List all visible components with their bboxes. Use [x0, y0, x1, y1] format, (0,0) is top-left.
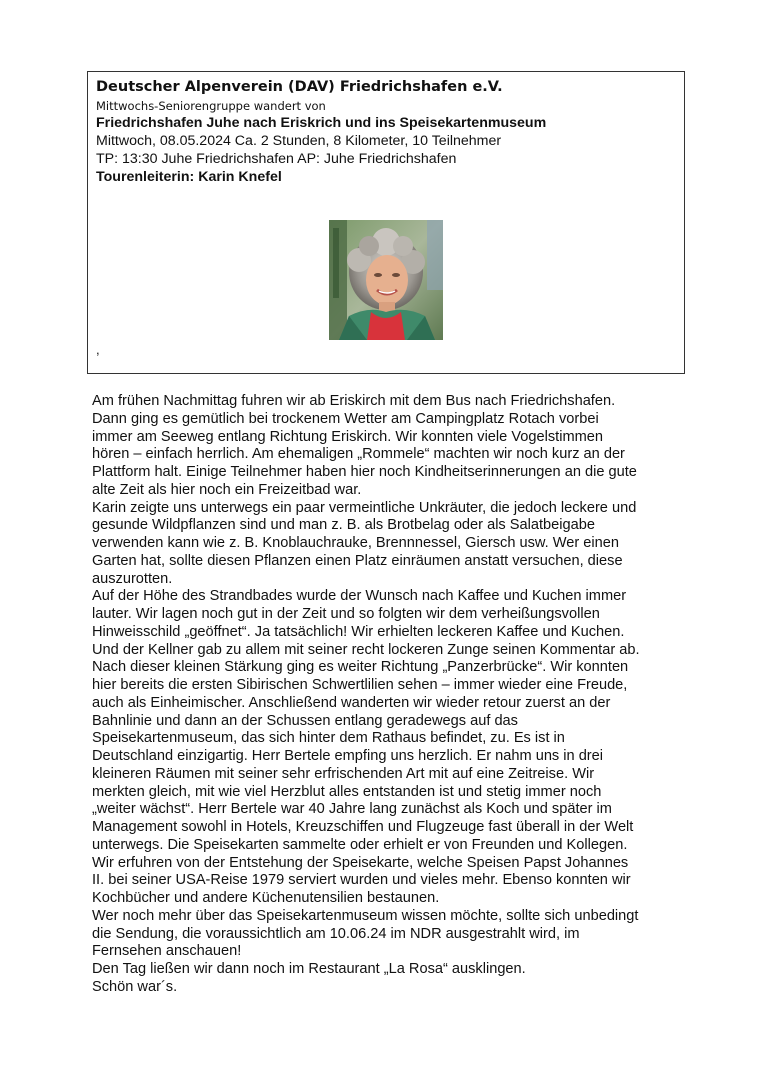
report-line: hier bereits die ersten Sibirischen Schwertlilien sehen – immer wieder eine Freude, [92, 677, 628, 693]
report-line: Und der Kellner gab zu allem mit seiner recht lockeren Zunge seinen Kommentar ab. [92, 641, 640, 658]
tour-title: Friedrichshafen Juhe nach Eriskrich und ins Speisekartenmuseum [96, 115, 547, 131]
report-line: Dann ging es gemütlich bei trockenem Wetter am Campingplatz Rotach vorbei [92, 410, 599, 427]
report-line: auch als Einheimischer. Anschließend wanderten wir wieder retour zuerst an der [92, 694, 611, 711]
report-line: die Sendung, die voraussichtlich am 10.06.24 im NDR ausgestrahlt wird, im [92, 925, 580, 942]
meeting-line: TP: 13:30 Juhe Friedrichshafen AP: Juhe Friedrichshafen [96, 151, 457, 167]
report-line: Plattform halt. Einige Teilnehmer haben hier noch Kindheitserinnerungen an die gute [92, 464, 637, 480]
report-line: merkten gleich, mit wie viel Herzblut alles entstanden ist und stetig immer noch [92, 783, 602, 800]
report-line: gesunde Wildpflanzen sind und man z. B. als Brotbelag oder als Salatbeigabe [92, 517, 595, 534]
report-line: Management sowohl in Hotels, Kreuzschiffen und Flugzeuge fast überall in der Welt [92, 819, 634, 835]
tour-report [92, 393, 672, 997]
leader-photo [329, 220, 443, 340]
report-line: verwenden kann wie z. B. Knoblauchrauke, Brennnessel, Giersch usw. Wer einen [92, 535, 620, 551]
report-line: Speisekartenmuseum, das sich hinter dem Rathaus befindet, zu. Es ist in [92, 730, 565, 747]
report-line: II. bei seiner USA-Reise 1979 serviert wurden und vieles mehr. Ebenso konnten wir [92, 872, 631, 889]
report-line: Schön war´s. [92, 978, 178, 995]
leader-line: Tourenleiterin: Karin Knefel [96, 169, 282, 185]
report-line: Am frühen Nachmittag fuhren wir ab Eriskirch mit dem Bus nach Friedrichshafen. [92, 393, 616, 409]
report-line: Wer noch mehr über das Speisekartenmuseum wissen möchte, sollte sich unbedingt [92, 907, 639, 924]
report-line: Nach dieser kleinen Stärkung ging es weiter Richtung „Panzerbrücke“. Wir konnten [92, 659, 629, 676]
report-line: „weiter wächst“. Herr Bertele war 40 Jahre lang zunächst als Koch und später im [92, 801, 612, 818]
report-line: Karin zeigte uns unterwegs ein paar vermeintliche Unkräuter, die jedoch leckere und [92, 499, 637, 516]
group-line: Mittwochs-Seniorengruppe wandert von [96, 99, 326, 113]
report-line: hören – einfach herrlich. Am ehemaligen „Rommele“ machten wir noch kurz an der [92, 446, 625, 463]
report-line: alte Zeit als hier noch ein Freizeitbad war. [92, 481, 362, 498]
report-line: unterwegs. Die Speisekarten sammelte oder erhielt er von Freunden und Kollegen. [92, 836, 628, 853]
report-line: Hinweisschild „geöffnet“. Ja tatsächlich! Wir erhielten leckeren Kaffee und Kuchen. [92, 623, 625, 640]
report-line: Fernsehen anschauen! [92, 943, 242, 960]
report-line: Den Tag ließen wir dann noch im Restaurant „La Rosa“ ausklingen. [92, 961, 526, 977]
org-title: Deutscher Alpenverein (DAV) Friedrichshafen e.V. [96, 79, 503, 95]
stray-comma: , [96, 342, 100, 357]
date-line: Mittwoch, 08.05.2024 Ca. 2 Stunden, 8 Kilometer, 10 Teilnehmer [96, 133, 502, 149]
report-line: Auf der Höhe des Strandbades wurde der Wunsch nach Kaffee und Kuchen immer [92, 588, 627, 605]
report-line: Wir erfuhren von der Entstehung der Speisekarte, welche Speisen Papst Johannes [92, 854, 629, 871]
report-line: Bahnlinie und dann an der Schussen entlang geradewegs auf das [92, 712, 518, 729]
report-line: lauter. Wir lagen noch gut in der Zeit und so folgten wir dem verheißungsvollen [92, 606, 600, 622]
tour-header-box [87, 71, 685, 374]
report-line: Garten hat, sollte diesen Pflanzen einen Platz einräumen anstatt versuchen, diese [92, 552, 623, 569]
report-line: Deutschland einzigartig. Herr Bertele empfing uns herzlich. Er nahm uns in drei [92, 748, 604, 764]
report-line: immer am Seeweg entlang Richtung Eriskirch. Wir konnten viele Vogelstimmen [92, 428, 603, 445]
report-line: kleineren Räumen mit seiner sehr erfrischenden Art mit auf eine Zeitreise. Wir [92, 765, 595, 782]
report-line: auszurotten. [92, 570, 173, 587]
report-line: Kochbücher und andere Küchenutensilien bestaunen. [92, 890, 440, 906]
